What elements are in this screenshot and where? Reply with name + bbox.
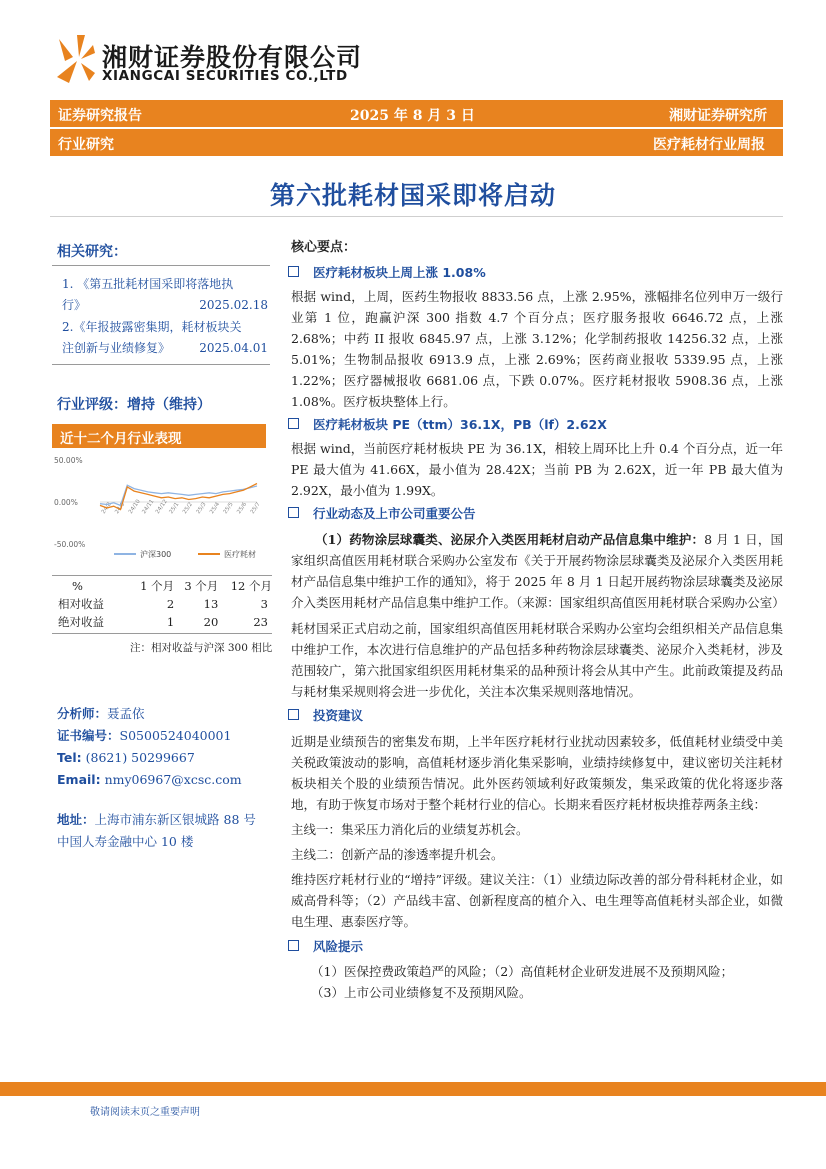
x-tick-label: 25/3 (195, 501, 208, 516)
company-logo (55, 33, 97, 85)
footer-disclaimer-link[interactable]: 敬请阅读末页之重要声明 (90, 1107, 200, 1118)
performance-title: 近十二个月行业表现 (60, 431, 182, 447)
section-heading-2: 医疗耗材板块 PE（ttm）36.1X，PB（lf）2.62X (288, 414, 783, 435)
y-tick-label: 50.00% (54, 456, 83, 465)
related-research-heading: 相关研究： (57, 244, 127, 260)
table-header-cell: % (72, 579, 83, 593)
related-item-2[interactable] (62, 317, 268, 359)
performance-chart (52, 452, 272, 564)
related-item-1[interactable] (62, 274, 268, 316)
section-paragraph-1: 根据 wind，上周，医药生物报收 8833.56 点，上涨 2.95%，涨幅排名位列申万一级行业第 1 位，跑赢沪深 300 指数 4.7 个百分点；医疗服务报收 6646.72 点，上涨 2.68%；中药 II 报收 6845.97 点，上涨 3.12%；化学制药报收 14256.32 点，上涨 5.01%；生物制品报收 6913.9 点，上涨 2.69%；医药商业报收 5339.95 点，上涨 1.22%；医疗器械报收 6681.06 点，下跌 0.07%。医疗耗材报收 5908.36 点，上涨 1.08%。医疗板块整体上行。 (291, 289, 783, 409)
tel-number: (8621) 50299667 (85, 750, 195, 765)
main-line-1: 主线一：集采压力消化后的业绩复苏机会。 (291, 822, 529, 837)
main-content (291, 237, 783, 1003)
analyst-label: 分析师： (57, 706, 108, 721)
y-tick-label: -50.00% (54, 540, 86, 549)
perf-table-top-rule (52, 575, 272, 576)
x-tick-label: 25/5 (222, 501, 235, 516)
analyst-info (57, 703, 272, 853)
industry-rating: 行业评级：增持（维持） (57, 397, 211, 413)
table-row-absolute (52, 613, 272, 631)
tel-label: Tel: (57, 750, 82, 765)
report-title: 第六批耗材国采即将启动 (269, 181, 556, 210)
perf-table-bottom-rule (52, 633, 272, 634)
footer-band (0, 1082, 826, 1096)
x-tick-label: 25/4 (209, 501, 222, 516)
table-row-relative (52, 595, 272, 613)
x-tick-label: 24/10 (127, 498, 142, 516)
y-tick-label: 0.00% (54, 498, 78, 507)
x-tick-label: 25/7 (249, 501, 262, 516)
performance-title-bar (52, 424, 266, 448)
table-header-cell: 3 个月 (184, 579, 219, 593)
table-header-row (52, 577, 272, 595)
checkbox-icon (288, 266, 299, 277)
report-type: 证券研究报告 (58, 108, 142, 124)
title-divider (50, 216, 783, 217)
related-item-2-line2: 注创新与业绩修复》 (62, 341, 171, 355)
cert-number: S0500524040001 (119, 728, 232, 743)
x-tick-label: 25/1 (168, 501, 181, 516)
checkbox-icon (288, 709, 299, 720)
x-tick-label: 24/9 (114, 501, 127, 516)
series-line-1 (100, 485, 257, 505)
address-line2: 中国人寿金融中心 10 楼 (57, 834, 194, 849)
perf-table-note: 注：相对收益与沪深 300 相比 (130, 642, 273, 654)
section-heading-5: 风险提示 (288, 936, 783, 957)
section-paragraph-4b: 维持医疗耗材行业的“增持”评级。建议关注：（1）业绩边际改善的部分骨科耗材企业，如威高骨科等；（2）产品线丰富、创新程度高的植介入、电生理等高值耗材头部企业，如微电生理、惠泰医疗等。 (291, 872, 783, 929)
x-tick-label: 24/11 (141, 498, 156, 516)
section-heading-4: 投资建议 (288, 705, 783, 726)
analyst-name: 聂孟依 (107, 706, 145, 721)
risk-line-1: （1）医保控费政策趋严的风险；（2）高值耗材企业研发进展不及预期风险； (311, 964, 734, 979)
x-tick-label: 24/8 (100, 501, 113, 516)
cert-label: 证书编号： (57, 728, 120, 743)
table-cell: 23 (253, 615, 268, 629)
company-name-cn: 湘财证券股份有限公司 (102, 43, 363, 72)
section-paragraph-3: 耗材国采正式启动之前，国家组织高值医用耗材联合采购办公室均会组织相关产品信息集中维护工作，本次进行信息维护的产品包括多种药物涂层球囊类、泌尿介入类耗材，涉及范围较广，第六批国家组织医用耗材集采的品种预计将会从其中产生。此前政策提及药品与耗材集采规则将会进一步优化，关注本次集采规则落地情况。 (291, 621, 783, 699)
checkbox-icon (288, 940, 299, 951)
section-heading-3: 行业动态及上市公司重要公告 (288, 503, 783, 524)
company-name-en: XIANGCAI SECURITIES CO.,LTD (102, 68, 348, 84)
x-tick-label: 25/6 (236, 501, 249, 516)
table-row-label: 绝对收益 (58, 615, 104, 629)
related-item-2-date: 2025.04.01 (199, 341, 268, 355)
section-heading-1: 医疗耗材板块上周上涨 1.08% (288, 262, 783, 283)
related-item-1-date: 2025.02.18 (199, 298, 268, 312)
checkbox-icon (288, 418, 299, 429)
legend-label: 医疗耗材 (224, 550, 256, 559)
x-tick-label: 24/12 (154, 498, 169, 516)
news-item-1-title: （1）药物涂层球囊类、泌尿介入类医用耗材启动产品信息集中维护： (315, 532, 705, 547)
table-cell: 3 (260, 597, 268, 611)
header-band-top (50, 100, 783, 127)
address-label: 地址： (57, 812, 95, 827)
address-line1: 上海市浦东新区银城路 88 号 (94, 812, 256, 827)
table-header-cell: 12 个月 (230, 579, 272, 593)
table-cell: 13 (203, 597, 219, 611)
performance-table (52, 577, 272, 631)
related-item-1-line1: 1. 《第五批耗材国采即将落地执 (62, 277, 234, 291)
legend-label: 沪深300 (140, 550, 172, 559)
checkbox-icon (288, 507, 299, 518)
related-item-2-line1: 2.《年报披露密集期，耗材板块关 (62, 320, 242, 334)
section-paragraph-4: 近期是业绩预告的密集发布期，上半年医疗耗材行业扰动因素较多，低值耗材业绩受中美关税政策波动的影响，高值耗材逐步消化集采影响，业绩持续修复中，建议密切关注耗材板块相关个股的业绩预告情况。此外医药领域利好政策频发，集采政策的优化将逐步落地，有助于恢复市场对于整个耗材行业的信心。长期来看医疗耗材板块推荐两条主线： (291, 734, 783, 812)
related-divider-top (52, 265, 270, 266)
main-line-2: 主线二：创新产品的渗透率提升机会。 (291, 847, 504, 862)
report-date: 2025 年 8 月 3 日 (350, 108, 475, 124)
research-type: 行业研究 (58, 137, 114, 153)
report-series: 医疗耗材行业周报 (653, 137, 765, 153)
table-cell: 20 (203, 615, 219, 629)
table-cell: 2 (166, 597, 175, 611)
institute-name: 湘财证券研究所 (669, 108, 767, 124)
header-band-bottom (50, 129, 783, 156)
news-item-1 (291, 529, 783, 613)
core-points-heading: 核心要点： (291, 240, 357, 255)
table-cell: 1 (166, 615, 175, 629)
table-row-label: 相对收益 (58, 597, 104, 611)
section-paragraph-2: 根据 wind，当前医疗耗材板块 PE 为 36.1X，相较上周环比上升 0.4 个百分点，近一年 PE 最大值为 41.66X，最小值为 28.42X；当前 PB 为 2.62X，近一年 PB 最大值为 2.92X，最小值为 1.99X。 (291, 441, 783, 498)
email-label: Email: (57, 772, 101, 787)
risk-line-2: （3）上市公司业绩修复不及预期风险。 (311, 985, 532, 1000)
table-header-cell: 1 个月 (140, 579, 175, 593)
related-item-1-line2: 行》 (62, 298, 87, 312)
related-divider-bottom (52, 364, 270, 365)
email-link[interactable]: nmy06967@xcsc.com (104, 772, 242, 787)
news-item-1-text: 8 月 1 日，国家组织高值医用耗材联合采购办公室发布《关于开展药物涂层球囊类及泌尿介入类医用耗材产品信息集中维护工作的通知》，将于 2025 年 8 月 1 日起开展药物涂层球囊类及泌尿介入类医用耗材产品信息集中维护工作。（来源：国家组织高值医用耗材联合采购办公室） (291, 532, 785, 610)
x-tick-label: 25/2 (181, 501, 195, 516)
